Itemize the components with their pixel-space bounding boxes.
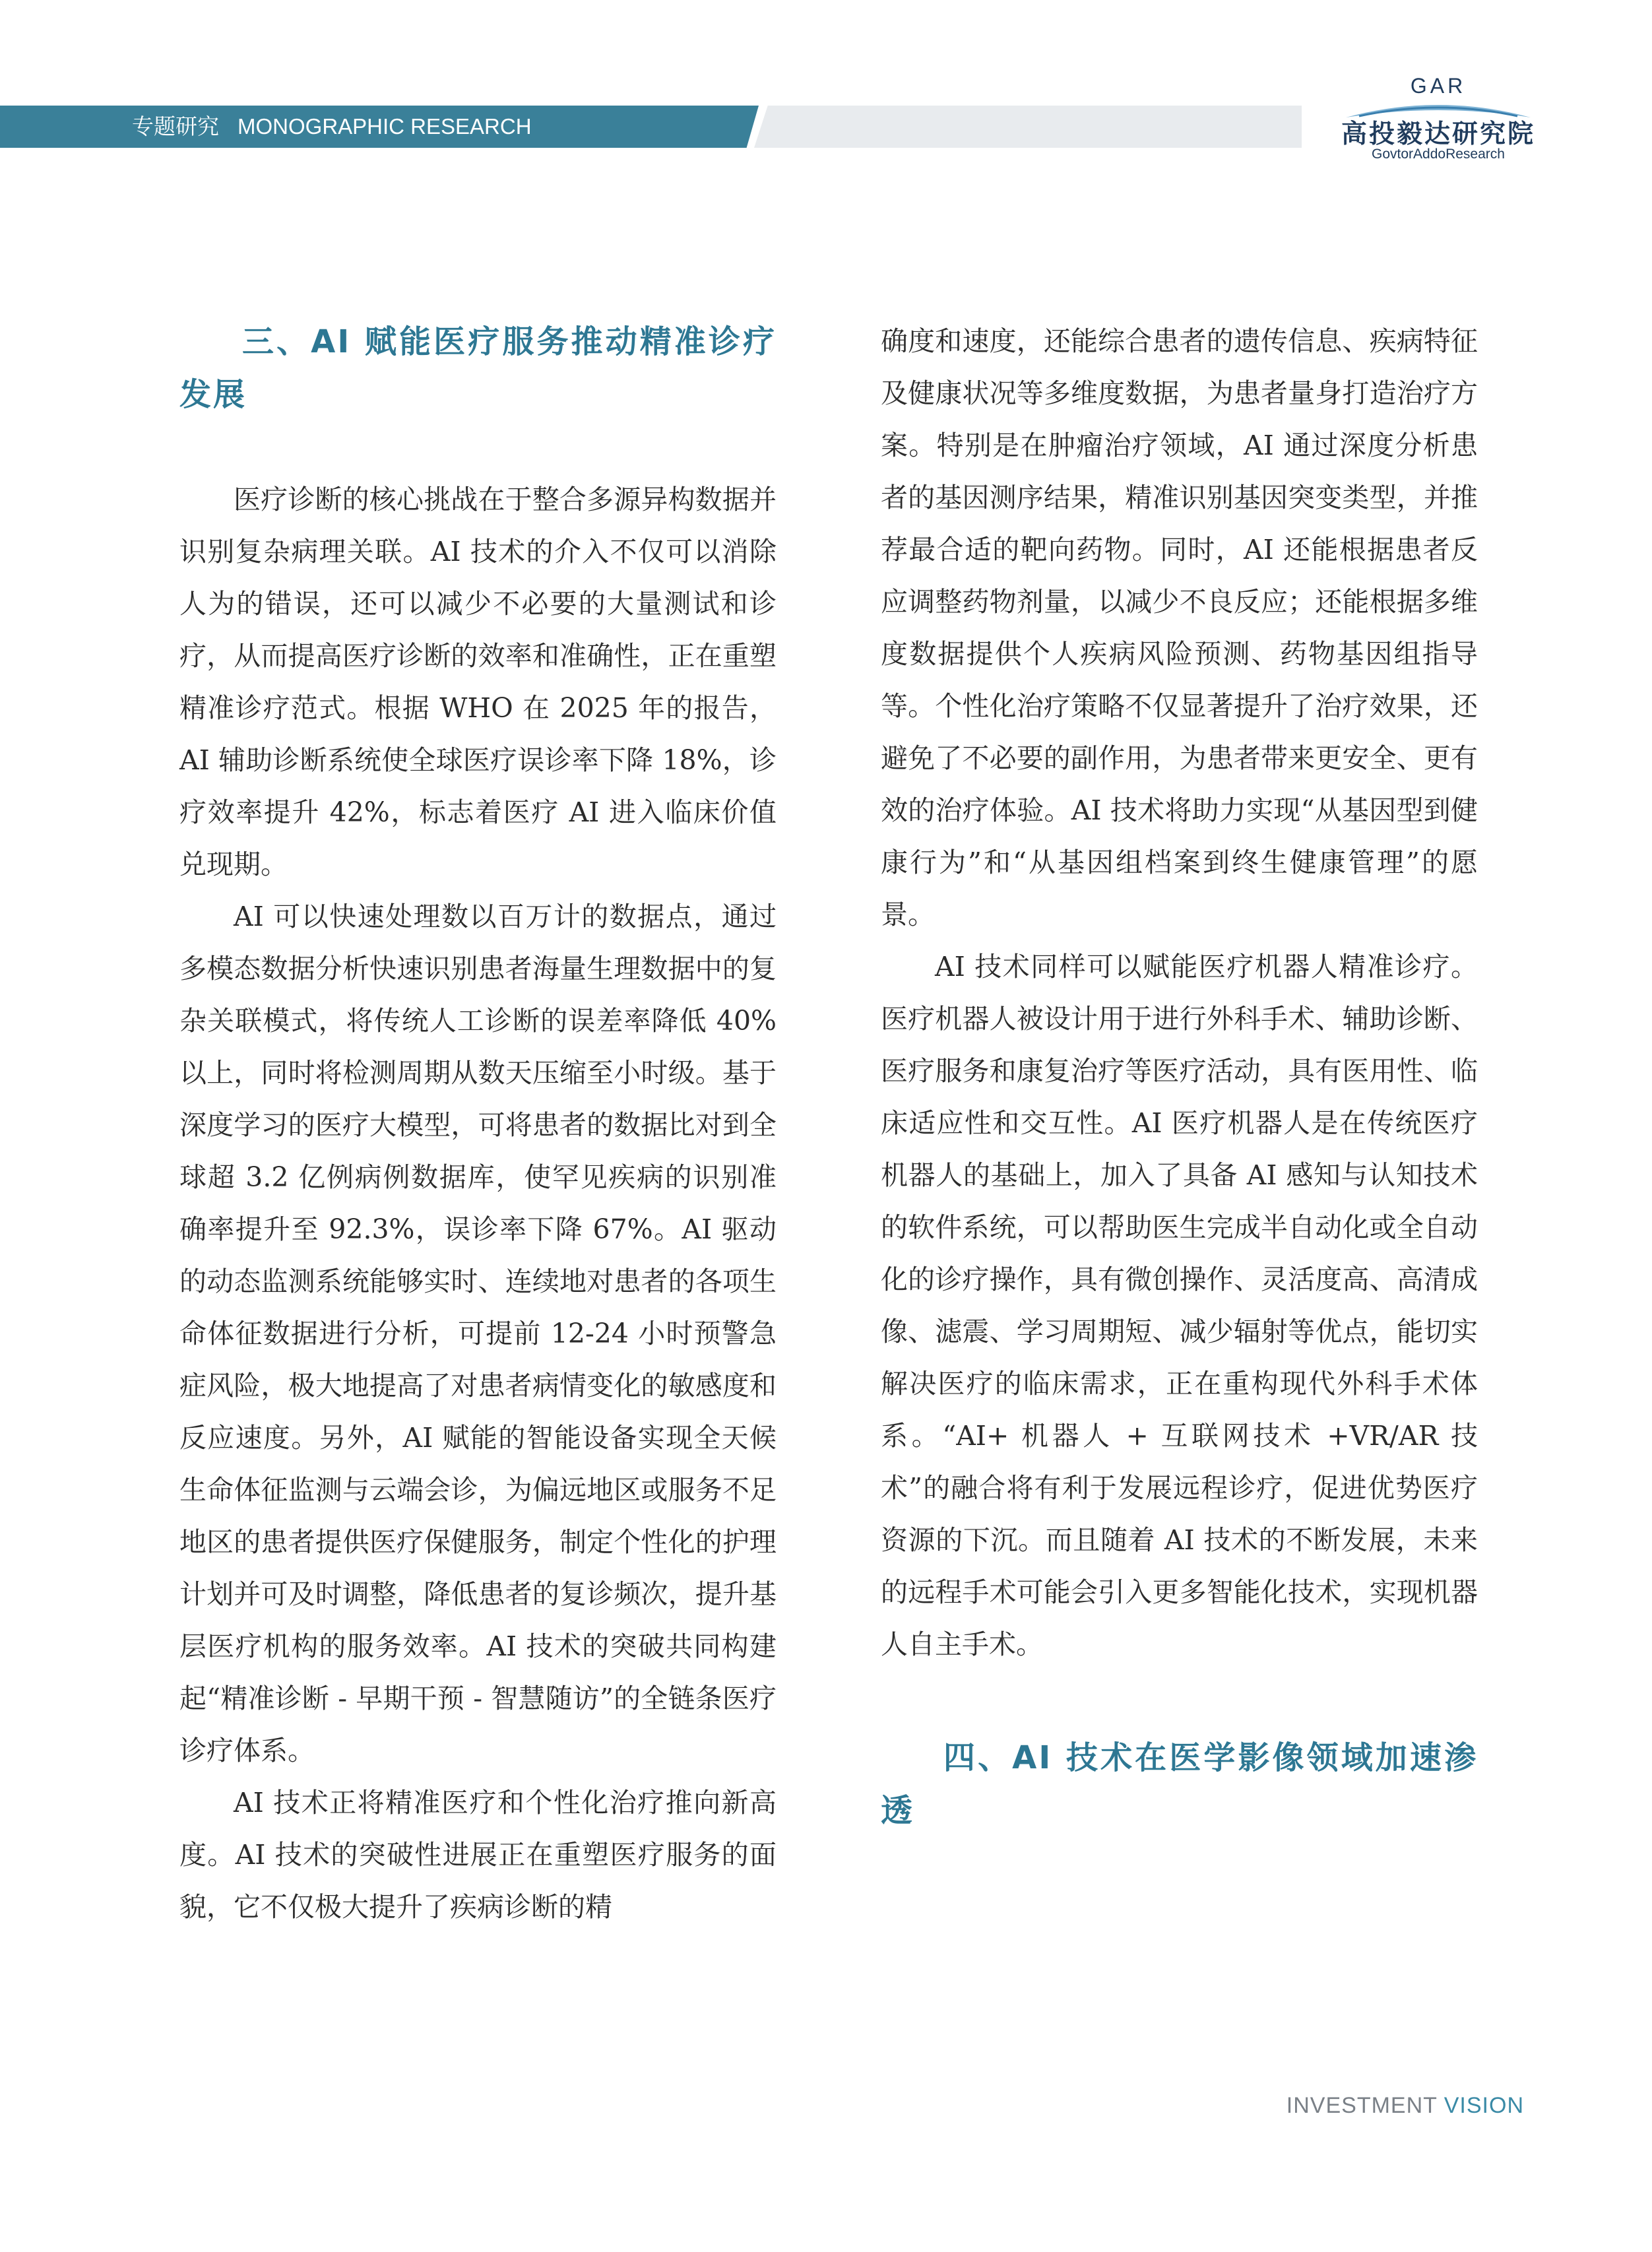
header-band-gray: [754, 106, 1302, 148]
section-label: [132, 107, 532, 146]
paragraph: AI 技术同样可以赋能医疗机器人精准诊疗。医疗机器人被设计用于进行外科手术、辅助诊断、医疗服务和康复治疗等医疗活动，具有医用性、临床适应性和交互性。AI 医疗机器人是在传统医疗机器人的基础上，加入了具备 AI 感知与认知技术的软件系统，可以帮助医生完成半自动化或全自动化的诊疗操作，具有微创操作、灵活度高、高清成像、滤震、学习周期短、减少辐射等优点，能切实解决医疗的临床需求，正在重构现代外科手术体系。“AI+ 机器人 + 互联网技术 +VR/AR 技术”的融合将有利于发展远程诊疗，促进优势医疗资源的下沉。而且随着 AI 技术的不断发展，未来的远程手术可能会引入更多智能化技术，实现机器人自主手术。: [881, 951, 1478, 1660]
paragraph: 医疗诊断的核心挑战在于整合多源异构数据并识别复杂病理关联。AI 技术的介入不仅可以消除人为的错误，还可以减少不必要的大量测试和诊疗，从而提高医疗诊断的效率和准确性，正在重塑精准诊疗范式。根据 WHO 在 2025 年的报告，AI 辅助诊断系统使全球医疗误诊率下降 18%，诊疗效率提升 42%，标志着医疗 AI 进入临床价值兑现期。: [179, 484, 777, 880]
section-label-zh: 专题研究: [132, 114, 219, 139]
left-column: [179, 315, 777, 1933]
right-column: [881, 315, 1478, 1837]
footer-label: [1287, 2093, 1524, 2119]
paragraph: AI 可以快速处理数以百万计的数据点，通过多模态数据分析快速识别患者海量生理数据中的复杂关联模式，将传统人工诊断的误差率降低 40% 以上，同时将检测周期从数天压缩至小时级。基于深度学习的医疗大模型，可将患者的数据比对到全球超 3.2 亿例病例数据库，使罕见疾病的识别准确率提升至 92.3%，误诊率下降 67%。AI 驱动的动态监测系统能够实时、连续地对患者的各项生命体征数据进行分析，可提前 12-24 小时预警急症风险，极大地提高了对患者病情变化的敏感度和反应速度。另外，AI 赋能的智能设备实现全天候生命体征监测与云端会诊，为偏远地区或服务不足地区的患者提供医疗保健服务，制定个性化的护理计划并可及时调整，降低患者的复诊频次，提升基层医疗机构的服务效率。AI 技术的突破共同构建起“精准诊断 - 早期干预 - 智慧随访”的全链条医疗诊疗体系。: [179, 901, 777, 1766]
footer-word-investment: INVESTMENT: [1286, 2093, 1438, 2118]
gar-logo: [1333, 74, 1550, 166]
logo-name-en: GovtorAddoResearch: [1372, 146, 1505, 162]
logo-abbr: GAR: [1410, 74, 1467, 98]
section-heading-4: 四、AI 技术在医学影像领域加速渗透: [881, 1739, 1478, 1829]
section-heading-3: 三、AI 赋能医疗服务推动精准诊疗发展: [179, 323, 777, 413]
footer-word-vision: VISION: [1444, 2093, 1524, 2118]
paragraph-continuation: 确度和速度，还能综合患者的遗传信息、疾病特征及健康状况等多维度数据，为患者量身打造治疗方案。特别是在肿瘤治疗领域，AI 通过深度分析患者的基因测序结果，精准识别基因突变类型，并推荐最合适的靶向药物。同时，AI 还能根据患者反应调整药物剂量，以减少不良反应；还能根据多维度数据提供个人疾病风险预测、药物基因组指导等。个性化治疗策略不仅显著提升了治疗效果，还避免了不必要的副作用，为患者带来更安全、更有效的治疗体验。AI 技术将助力实现“从基因型到健康行为”和“从基因组档案到终生健康管理”的愿景。: [881, 325, 1478, 930]
logo-name-zh: 高投毅达研究院: [1341, 119, 1535, 149]
section-label-en: MONOGRAPHIC RESEARCH: [238, 114, 532, 139]
paragraph: AI 技术正将精准医疗和个性化治疗推向新高度。AI 技术的突破性进展正在重塑医疗服务的面貌，它不仅极大提升了疾病诊断的精: [179, 1787, 777, 1923]
